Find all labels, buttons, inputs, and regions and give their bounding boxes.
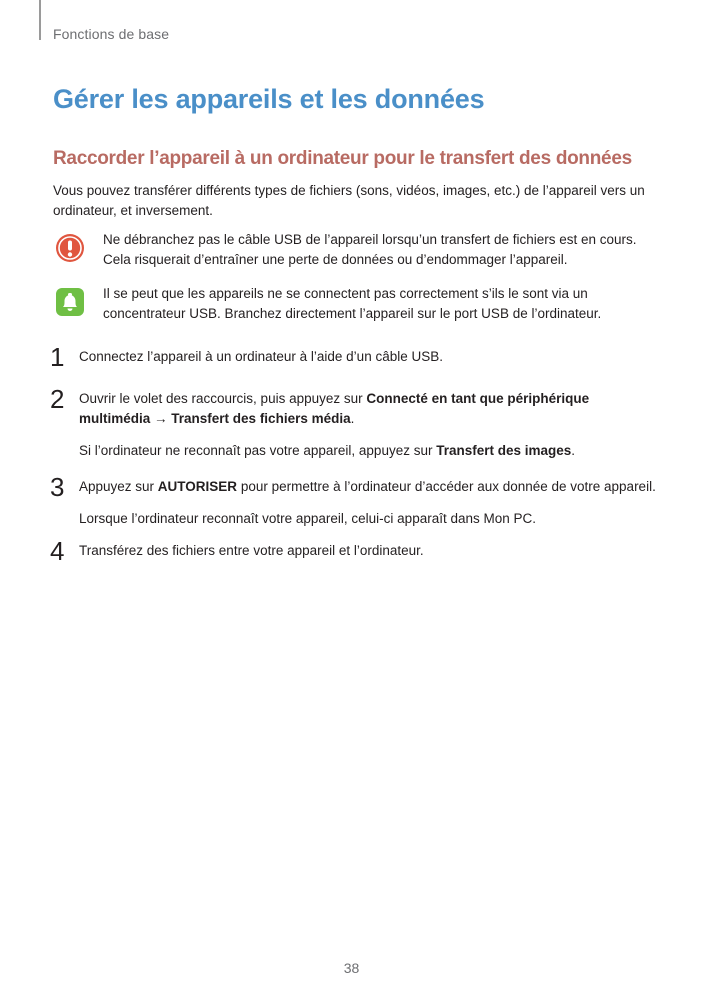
step-number: 2 xyxy=(50,384,65,414)
warning-note-text: Ne débranchez pas le câble USB de l’appareil lorsqu’un transfert de fichiers est en cours. Cela risquerait d’entraîner une perte de données ou d’endommager l’appareil. xyxy=(103,232,637,267)
step-number: 1 xyxy=(50,342,65,372)
menu-path-image-transfer: Transfert des images xyxy=(436,443,572,458)
header-rule xyxy=(39,0,41,40)
exclamation-icon xyxy=(55,233,85,263)
step-text-part: pour permettre à l’ordinateur d’accéder aux donnée de votre appareil. xyxy=(237,479,656,494)
step-number: 4 xyxy=(50,536,65,566)
step-3 xyxy=(50,472,663,529)
authorize-label: AUTORISER xyxy=(157,479,238,494)
menu-path-connected-media: Connecté en tant que périphérique multimédia xyxy=(79,391,590,426)
intro-paragraph: Vous pouvez transférer différents types de fichiers (sons, vidéos, images, etc.) de l’appareil vers un ordinateur, et inversement. xyxy=(53,183,645,218)
step-text-part: Appuyez sur xyxy=(79,479,158,494)
step-4 xyxy=(50,536,663,566)
step-text-part: . xyxy=(350,411,355,426)
step-1 xyxy=(50,342,663,372)
step-subtext xyxy=(79,441,663,461)
step-text-part: . xyxy=(571,443,576,458)
bell-icon xyxy=(55,287,85,317)
step-subtext: Lorsque l’ordinateur reconnaît votre appareil, celui-ci apparaît dans Mon PC. xyxy=(79,511,537,526)
step-text-part: Ouvrir le volet des raccourcis, puis appuyez sur xyxy=(79,391,367,406)
step-text xyxy=(79,389,663,429)
step-text: Transférez des fichiers entre votre appareil et l’ordinateur. xyxy=(79,543,424,558)
info-note xyxy=(53,284,653,324)
page-number: 38 xyxy=(343,960,360,976)
warning-note xyxy=(53,230,653,270)
step-number: 3 xyxy=(50,472,65,502)
page-title: Gérer les appareils et les données xyxy=(53,84,485,114)
info-note-text: Il se peut que les appareils ne se connectent pas correctement s’ils le sont via un concentrateur USB. Branchez directement l’appareil sur le port USB de l’ordinateur. xyxy=(103,286,602,321)
step-2 xyxy=(50,384,663,461)
menu-path-media-transfer: Transfert des fichiers média xyxy=(171,411,351,426)
step-text: Connectez l’appareil à un ordinateur à l’aide d’un câble USB. xyxy=(79,349,443,364)
section-heading: Raccorder l’appareil à un ordinateur pour le transfert des données xyxy=(53,148,632,169)
step-text xyxy=(79,477,663,497)
arrow-separator: → xyxy=(150,411,172,426)
section-label: Fonctions de base xyxy=(53,26,170,42)
step-text-part: Si l’ordinateur ne reconnaît pas votre appareil, appuyez sur xyxy=(79,443,437,458)
